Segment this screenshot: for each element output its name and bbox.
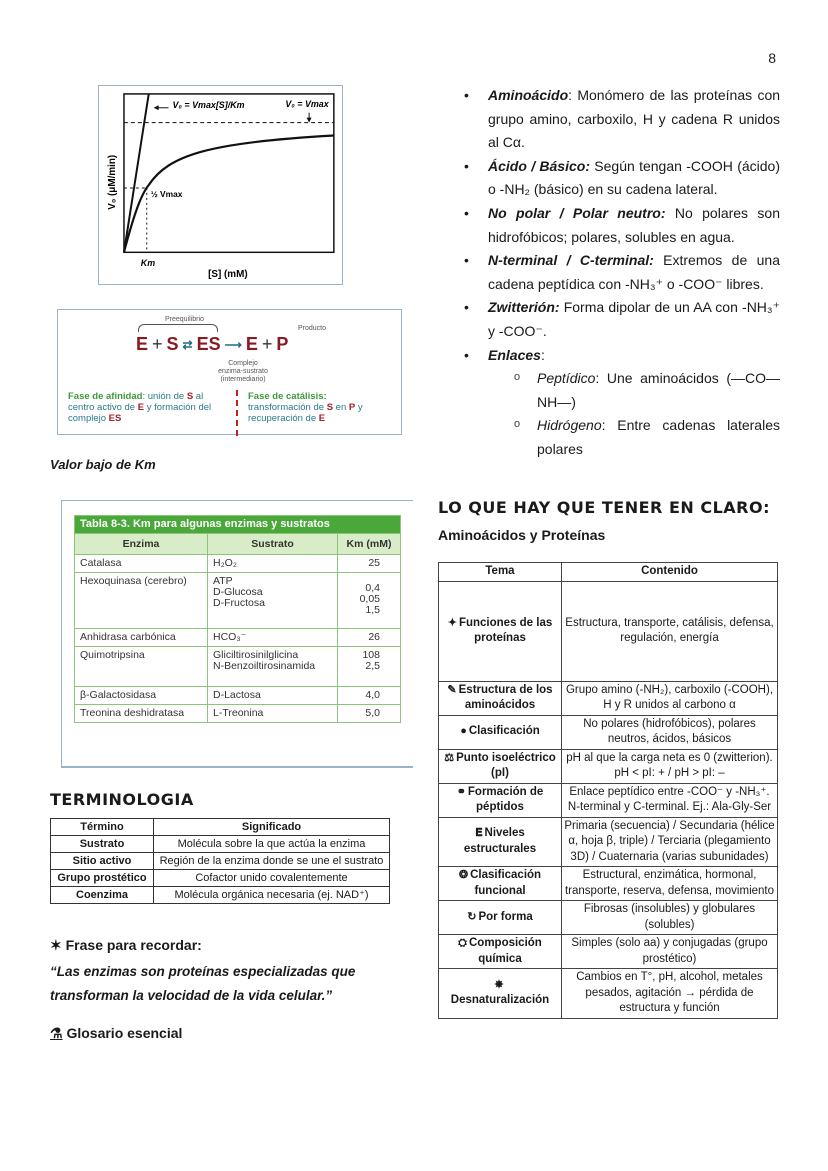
sustrato: D-Fructosa xyxy=(213,597,265,609)
sustrato-cell xyxy=(208,555,338,573)
tema-cell xyxy=(439,901,562,935)
km-header-enzima: Enzima xyxy=(75,534,208,555)
sustrato-cell xyxy=(208,647,338,687)
km-header-sustrato: Sustrato xyxy=(208,534,338,555)
bullet-sep xyxy=(666,205,675,221)
afinidad-text: : unión xyxy=(142,391,171,402)
term-cell: Sustrato xyxy=(51,836,154,853)
km-cell xyxy=(338,687,401,705)
equilibrium-arrow-icon: ⇄ xyxy=(182,338,193,353)
terminologia-heading: TERMINOLOGIA xyxy=(50,790,194,809)
flask-icon: ⛭ xyxy=(458,937,467,949)
km-value: 0,4 xyxy=(365,582,380,594)
table-row xyxy=(51,853,390,870)
list-item xyxy=(462,296,780,343)
producto-label: Producto xyxy=(298,325,327,332)
sub-bullet-text: : Une aminoácidos (—CO—NH—) xyxy=(537,370,780,410)
preequilibrio-label: Preequilibrio xyxy=(165,316,204,323)
km-cell xyxy=(338,555,401,573)
afinidad-title: Fase de afinidad xyxy=(68,391,143,402)
plus-sign: + xyxy=(152,334,163,354)
terminologia-table xyxy=(50,818,390,904)
bullet-term: Zwitterión: xyxy=(488,299,560,316)
table-row xyxy=(439,901,778,935)
brain-icon: ❂ xyxy=(458,869,469,881)
contenido-cell: Grupo amino (-NH₂), carboxilo (-COOH), H y R unidos al carbono α xyxy=(562,681,778,715)
tema-cell xyxy=(439,935,562,969)
fase-afinidad xyxy=(68,391,228,424)
list-item xyxy=(462,344,780,368)
complejo-label xyxy=(208,360,278,384)
contenido-cell: Estructural, enzimática, hormonal, transporte, reserva, defensa, movimiento xyxy=(562,867,778,901)
pushpin-icon: ✶ xyxy=(50,937,62,953)
drop-icon: ● xyxy=(460,725,467,738)
sub-bullet-term: Peptídico xyxy=(537,370,596,387)
x-axis-label: [S] (mM) xyxy=(208,269,248,281)
km-value: 0,05 xyxy=(359,593,380,605)
contenido-cell: Estructura, transporte, catálisis, defensa, regulación, energía xyxy=(562,581,778,681)
complejo-line: Complejo xyxy=(228,360,258,367)
table-row xyxy=(75,647,401,687)
tema-cell xyxy=(439,817,562,867)
sub-list-item xyxy=(462,367,780,414)
plus-sign: + xyxy=(261,334,273,354)
table-row xyxy=(439,581,778,681)
swirl-icon: ↻ xyxy=(467,910,477,923)
bullet-text: Forma dipolar de un AA con -NH₃⁺ y -COO⁻. xyxy=(488,299,781,339)
contenido-cell: Primaria (secuencia) / Secundaria (hélice α, hoja β, triple) / Terciaria (plegamiento 3D) / Cuaternaria (varias subunidades) xyxy=(562,817,778,867)
def-cell: Molécula sobre la que actúa la enzima xyxy=(154,836,390,853)
bullet-sep xyxy=(654,252,663,268)
bullet-text: No polares son hidrofóbicos; polares, solubles en agua. xyxy=(488,204,780,245)
term-cell: Grupo prostético xyxy=(51,870,154,887)
table-row xyxy=(439,681,778,715)
bullet-text: Monómero de las proteínas con grupo amino, carboxilo, H y cadena R unidos al Cα. xyxy=(488,87,781,151)
afinidad-text: y formación del complejo xyxy=(68,402,212,424)
michaelis-menten-chart xyxy=(98,85,343,285)
table-row xyxy=(51,887,390,904)
catalisis-text: y recuperación de xyxy=(248,402,363,424)
contenido-cell: Fibrosas (insolubles) y globulares (solubles) xyxy=(562,901,778,935)
bullet-term: Enlaces xyxy=(488,346,541,363)
table-row xyxy=(439,715,778,749)
tema-text: Composición química xyxy=(468,937,542,965)
sustrato: L-Treonina xyxy=(213,707,264,719)
list-item xyxy=(462,155,780,202)
km-table-title: Tabla 8-3. Km para algunas enzimas y sustratos xyxy=(75,516,401,534)
complejo-line: (intermediario) xyxy=(220,376,266,383)
glosario-title-text: Glosario esencial xyxy=(66,1025,183,1041)
contenido-header: Contenido xyxy=(562,563,778,582)
fase-catalisis xyxy=(248,391,398,424)
table-row xyxy=(439,817,778,867)
frase-title xyxy=(50,937,202,954)
table-row xyxy=(51,836,390,853)
significado-header: Significado xyxy=(154,819,390,836)
table-row xyxy=(439,935,778,969)
km-value: 26 xyxy=(368,631,380,643)
sustrato: HCO₃⁻ xyxy=(213,631,247,643)
table-row xyxy=(75,573,401,629)
product-symbol: P xyxy=(348,402,356,413)
afinidad-text: de xyxy=(173,391,187,402)
sustrato-cell xyxy=(208,705,338,723)
scale-icon: ⚖ xyxy=(444,751,455,764)
list-item xyxy=(462,202,780,249)
tema-header: Tema xyxy=(439,563,562,582)
tema-cell xyxy=(439,715,562,749)
km-value: 108 xyxy=(362,649,380,661)
tema-text: Desnaturalización xyxy=(450,994,550,1007)
def-cell: Cofactor unido covalentemente xyxy=(154,870,390,887)
tema-text: Estructura de los aminoácidos xyxy=(458,683,553,711)
afinidad-text: al centro activo de xyxy=(68,391,204,413)
km-cell xyxy=(338,573,401,629)
bullet-term: No polar / Polar neutro: xyxy=(488,204,666,221)
def-cell: Molécula orgánica necesaria (ej. NAD⁺) xyxy=(154,887,390,904)
bullet-term: Aminoácido xyxy=(488,87,569,103)
tema-cell xyxy=(439,681,562,715)
enzima-cell: β-Galactosidasa xyxy=(75,687,208,705)
frase-title-text: Frase para recordar: xyxy=(65,937,202,953)
sustrato: D-Glucosa xyxy=(213,586,263,598)
substrate-symbol: S xyxy=(186,391,194,402)
def-cell: Región de la enzima donde se une el sustrato xyxy=(154,853,390,870)
bullet-text: Según tengan -COOH (ácido) o -NH₂ (básico) en su cadena lateral. xyxy=(488,157,780,198)
enzima-cell: Catalasa xyxy=(75,555,208,573)
sustrato-cell xyxy=(208,573,338,629)
frase-quote: “Las enzimas son proteínas especializadas que transforman la velocidad de la vida celular.” xyxy=(50,964,356,1003)
tema-text: Por forma xyxy=(478,910,533,923)
enzyme-symbol: E xyxy=(137,402,145,413)
tema-text: Clasificación xyxy=(468,725,540,738)
substrate-symbol: S xyxy=(166,334,179,354)
table-row xyxy=(75,555,401,573)
definitions-list xyxy=(462,84,780,462)
table-row xyxy=(75,705,401,723)
catalisis-title: Fase de catálisis: xyxy=(248,391,327,402)
contenido-cell: Cambios en T°, pH, alcohol, metales pesados, agitación → pérdida de estructura y función xyxy=(562,969,778,1019)
claro-subheading: Aminoácidos y Proteínas xyxy=(438,527,606,543)
aminoacidos-table xyxy=(438,562,778,1019)
tema-text: Punto isoeléctrico (pI) xyxy=(456,751,556,779)
forward-arrow-icon: ⟶ xyxy=(224,338,242,353)
km-value: 5,0 xyxy=(365,707,380,719)
preequilibrio-brace xyxy=(138,324,218,332)
link-icon: ⚭ xyxy=(456,785,466,798)
km-table xyxy=(74,515,401,723)
list-item xyxy=(462,249,780,296)
list-item xyxy=(462,84,780,155)
enzima-cell: Treonina deshidratasa xyxy=(75,705,208,723)
sub-bullet-text: : Entre cadenas laterales polares xyxy=(537,417,780,457)
tema-cell xyxy=(439,749,562,783)
levels-icon: 𝐄 xyxy=(475,827,483,840)
table-row xyxy=(439,969,778,1019)
tema-text: Niveles estructurales xyxy=(463,827,537,855)
km-cell xyxy=(338,705,401,723)
page-number: 8 xyxy=(768,50,776,66)
tema-cell xyxy=(439,969,562,1019)
table-row xyxy=(439,749,778,783)
tema-text: Clasificación funcional xyxy=(470,869,542,897)
km-header-km: Km (mM) xyxy=(338,534,401,555)
sustrato-cell xyxy=(208,687,338,705)
table-row xyxy=(51,870,390,887)
burst-icon: ✸ xyxy=(494,978,504,991)
complejo-line: enzima-sustrato xyxy=(218,368,268,375)
contenido-cell: pH al que la carga neta es 0 (zwitterion). pH < pI: + / pH > pI: – xyxy=(562,749,778,783)
table-row xyxy=(439,867,778,901)
tema-cell xyxy=(439,581,562,681)
sub-list-item xyxy=(462,414,780,461)
tema-cell xyxy=(439,867,562,901)
tema-cell xyxy=(439,783,562,817)
bullet-term: N-terminal / C-terminal: xyxy=(488,252,654,269)
enzima-cell: Hexoquinasa (cerebro) xyxy=(75,573,208,629)
product-symbol: P xyxy=(276,334,289,354)
claro-heading: LO QUE HAY QUE TENER EN CLARO: xyxy=(438,498,770,517)
sustrato-cell xyxy=(208,629,338,647)
km-cell xyxy=(338,629,401,647)
sustrato: N-Benzoiltirosinamida xyxy=(213,660,316,672)
term-cell: Coenzima xyxy=(51,887,154,904)
catalisis-text: en xyxy=(333,402,349,413)
km-value: 2,5 xyxy=(365,660,380,672)
glosario-heading xyxy=(50,1025,182,1042)
enzyme-symbol: E xyxy=(136,334,149,354)
table-row xyxy=(439,783,778,817)
contenido-cell: Simples (solo aa) y conjugadas (grupo prostético) xyxy=(562,935,778,969)
sustrato: ATP xyxy=(213,575,233,587)
km-value: 1,5 xyxy=(365,604,380,616)
sub-bullet-term: Hidrógeno xyxy=(537,417,602,434)
valor-bajo-km-label: Valor bajo de Km xyxy=(50,457,156,472)
enzima-cell: Quimotripsina xyxy=(75,647,208,687)
enzima-cell: Anhidrasa carbónica xyxy=(75,629,208,647)
km-cell xyxy=(338,647,401,687)
linear-eq-label: V₀ = Vmax[S]/Km xyxy=(172,99,245,110)
km-table-image xyxy=(61,500,413,768)
complex-symbol: ES xyxy=(196,334,221,354)
sustrato: Gliciltirosinilglicina xyxy=(213,649,299,661)
contenido-cell: Enlace peptídico entre -COO⁻ y -NH₃⁺. N-terminal y C-terminal. Ej.: Ala-Gly-Ser xyxy=(562,783,778,817)
enzyme-reaction-diagram xyxy=(57,309,402,435)
sustrato: D-Lactosa xyxy=(213,689,261,701)
substrate-symbol: S xyxy=(326,402,334,413)
dna-icon: ✦ xyxy=(447,616,457,629)
term-cell: Sitio activo xyxy=(51,853,154,870)
km-value: 4,0 xyxy=(365,689,380,701)
tema-text: Formación de péptidos xyxy=(467,785,544,813)
catalisis-text: transformación de xyxy=(248,402,327,413)
vmax-label: V₀ = Vmax xyxy=(285,98,329,109)
microscope-icon: ⚗ xyxy=(50,1025,63,1041)
km-label: Km xyxy=(140,258,156,269)
term-header: Término xyxy=(51,819,154,836)
contenido-cell: No polares (hidrofóbicos), polares neutros, ácidos, básicos xyxy=(562,715,778,749)
michaelis-menten-plot xyxy=(99,86,342,284)
bullet-sep: : xyxy=(540,346,545,363)
bullet-term: Ácido / Básico: xyxy=(488,157,590,174)
table-row xyxy=(75,687,401,705)
km-value: 25 xyxy=(368,557,380,569)
half-vmax-label: ½ Vmax xyxy=(150,188,183,199)
bullet-text: Extremos de una cadena peptídica con -NH₃⁺ o -COO⁻ libres. xyxy=(488,252,780,292)
y-axis-label: V₀ (μM/min) xyxy=(107,154,119,210)
table-row xyxy=(75,629,401,647)
tema-text: Funciones de las proteínas xyxy=(458,616,553,644)
reaction-equation xyxy=(136,334,288,355)
phase-divider xyxy=(236,390,238,436)
bullet-sep: : xyxy=(568,87,578,103)
enzyme-symbol: E xyxy=(245,334,258,354)
enzyme-symbol: E xyxy=(318,413,326,424)
complex-symbol: ES xyxy=(108,413,122,424)
test-tube-icon: ✎ xyxy=(447,683,457,696)
sustrato: H₂O₂ xyxy=(213,557,237,569)
